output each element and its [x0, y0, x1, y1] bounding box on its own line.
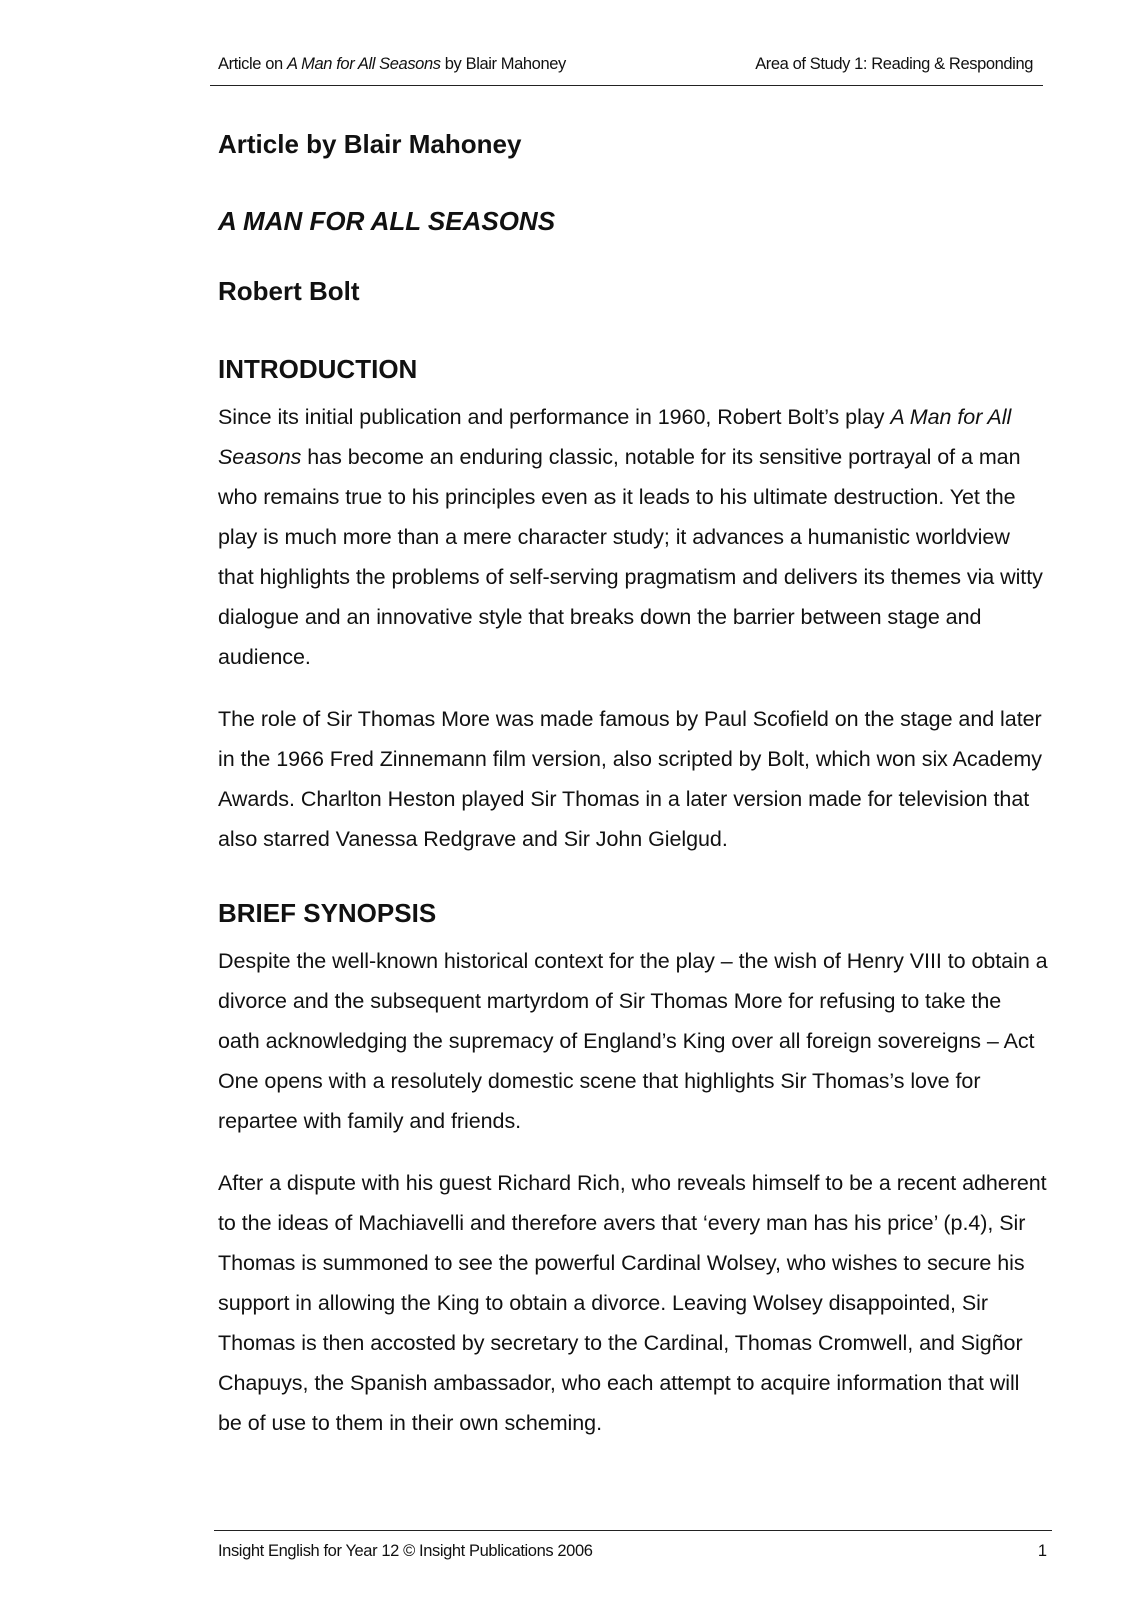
synopsis-paragraph-2: After a dispute with his guest Richard Rich, who reveals himself to be a recent adherent to the ideas of Machiavelli and therefore avers that ‘every man has his price’ (p.4), Sir Thomas is summoned to see the powerful Cardinal Wolsey, who wishes to secure his support in allowing the King to obtain a divorce. Leaving Wolsey disappointed, Sir Thomas is then accosted by secretary to the Cardinal, Thomas Cromwell, and Sigñor Chapuys, the Spanish ambassador, who each attempt to acquire information that will be of use to them in their own scheming. [218, 1171, 1047, 1435]
page-footer [214, 1530, 1052, 1570]
header-prefix: Article on [218, 55, 287, 73]
synopsis-paragraph-1: Despite the well-known historical context for the play – the wish of Henry VIII to obtain a divorce and the subsequent martyrdom of Sir Thomas More for refusing to take the oath acknowledging the supremacy of England’s King over all foreign sovereigns – Act One opens with a resolutely domestic scene that highlights Sir Thomas’s love for repartee with family and friends. [218, 949, 1048, 1133]
introduction-paragraph-2: The role of Sir Thomas More was made famous by Paul Scofield on the stage and later in the 1966 Fred Zinnemann film version, also scripted by Bolt, which won six Academy Awards. Charlton Heston played Sir Thomas in a later version made for television that also starred Vanessa Redgrave and Sir John Gielgud. [218, 707, 1042, 851]
page-number: 1 [1037, 1542, 1047, 1560]
introduction-heading: INTRODUCTION [218, 354, 418, 384]
introduction-paragraph-1 [218, 397, 1048, 677]
article-content [218, 128, 1048, 1443]
header-area-of-study: Area of Study 1: Reading & Responding [755, 55, 1033, 73]
intro-p1-part-a: Since its initial publication and performance in 1960, Robert Bolt’s play [218, 405, 891, 429]
header-article-reference [218, 55, 566, 74]
header-play-title: A Man for All Seasons [286, 55, 441, 73]
article-byline: Article by Blair Mahoney [218, 129, 522, 159]
header-suffix: by Blair Mahoney [440, 55, 566, 73]
play-author: Robert Bolt [218, 276, 360, 306]
page-header [210, 48, 1043, 86]
footer-publication: Insight English for Year 12 © Insight Publications 2006 [218, 1542, 593, 1560]
intro-p1-play-title: A Man for All Seasons [218, 405, 1012, 469]
play-title: A MAN FOR ALL SEASONS [218, 206, 556, 236]
synopsis-heading: BRIEF SYNOPSIS [218, 898, 437, 928]
intro-p1-part-b: has become an enduring classic, notable for its sensitive portrayal of a man who remains true to his principles even as it leads to his ultimate destruction. Yet the play is much more than a mere character study; it advances a humanistic worldview that highlights the problems of self-serving pragmatism and delivers its themes via witty dialogue and an innovative style that breaks down the barrier between stage and audience. [218, 445, 1043, 669]
